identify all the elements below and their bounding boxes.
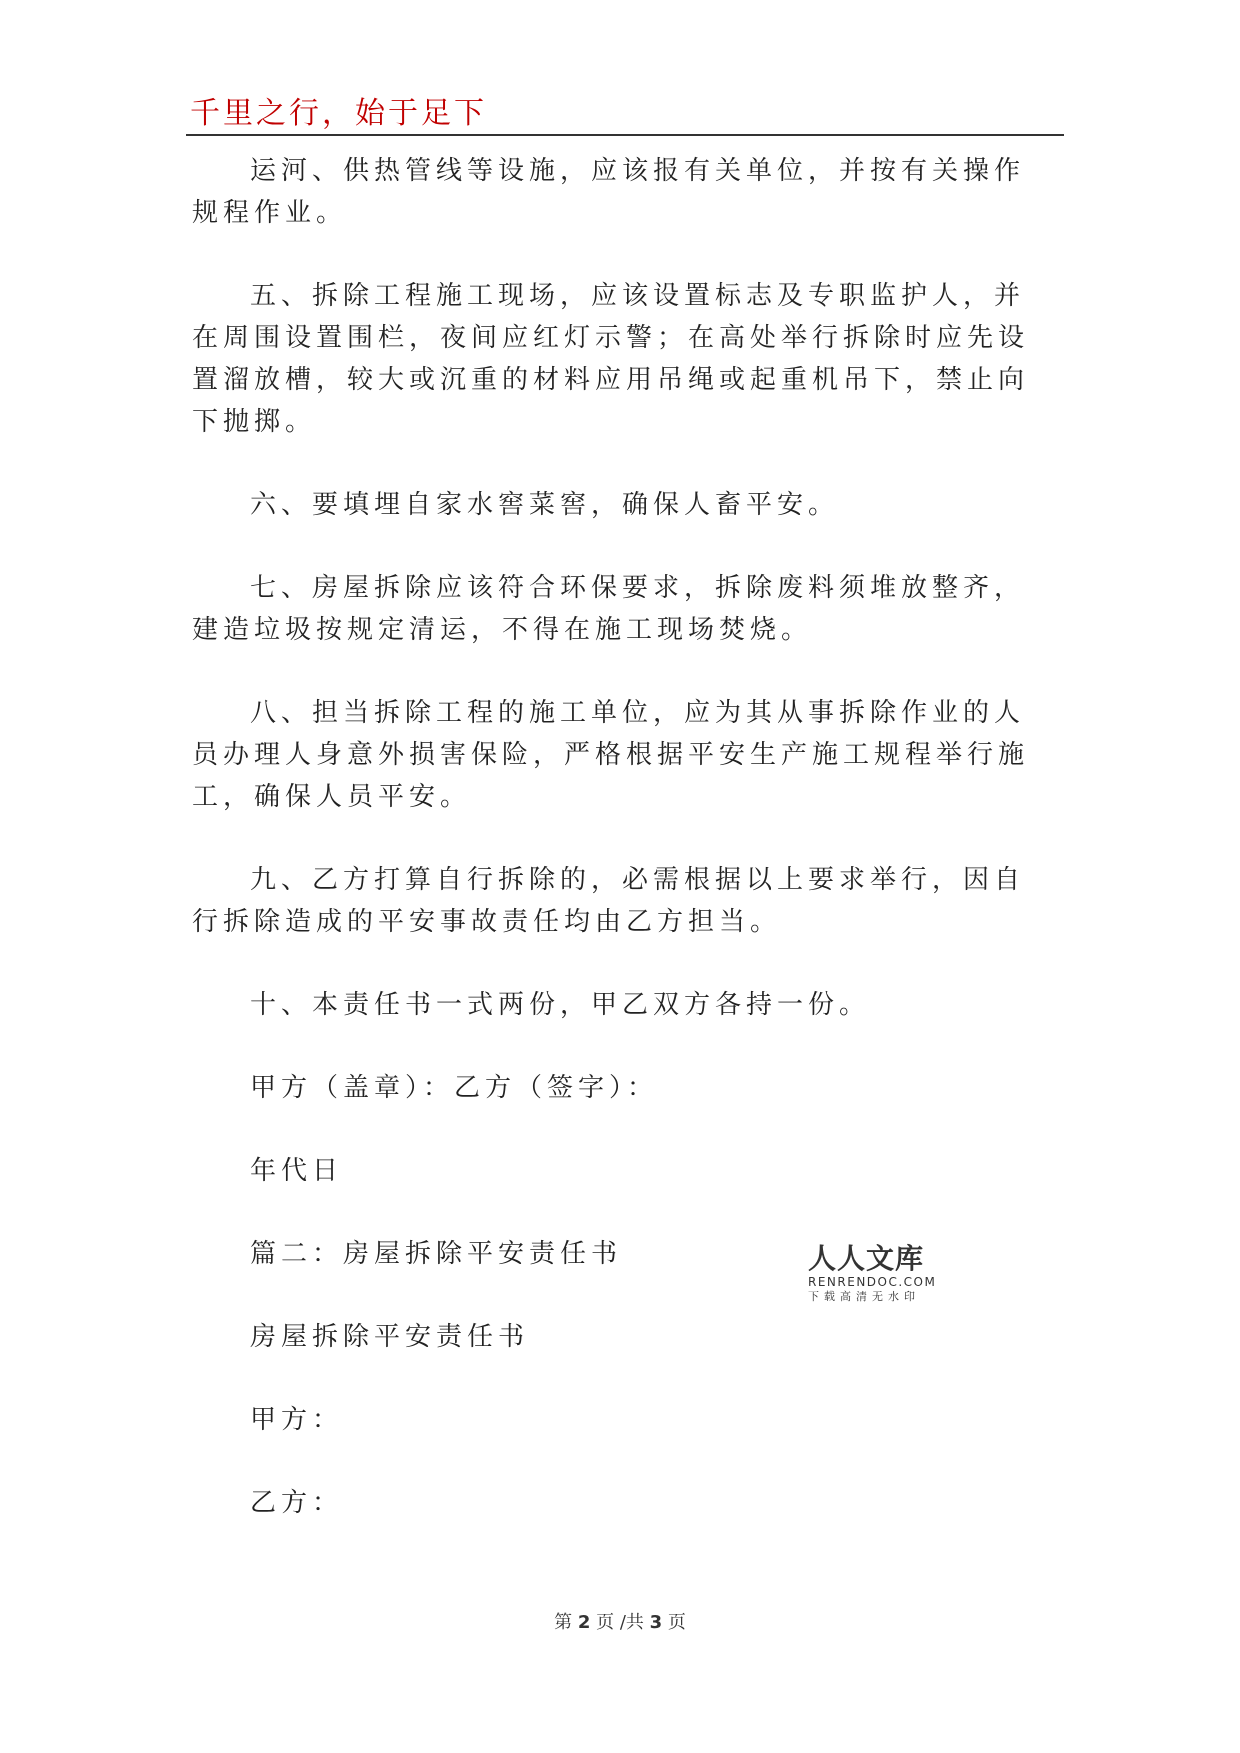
document-body bbox=[192, 150, 1038, 1565]
page-footer bbox=[0, 1608, 1240, 1634]
paragraph: 六、要填埋自家水窖菜窖，确保人畜平安。 bbox=[250, 490, 840, 520]
date-line: 年代日 bbox=[250, 1156, 344, 1186]
watermark-domain: RENRENDOC.COM bbox=[808, 1275, 937, 1289]
watermark-logo bbox=[808, 1243, 938, 1305]
paragraph: 十、本责任书一式两份，甲乙双方各持一份。 bbox=[250, 990, 871, 1020]
watermark-tagline: 下载高清无水印 bbox=[808, 1290, 920, 1303]
footer-suffix: 页 bbox=[667, 1612, 686, 1633]
footer-prefix: 第 bbox=[554, 1612, 573, 1633]
current-page-number: 2 bbox=[577, 1612, 591, 1633]
watermark-title: 人人文库 bbox=[808, 1242, 925, 1275]
total-pages-number: 3 bbox=[649, 1612, 663, 1633]
section-heading: 篇二：房屋拆除平安责任书 bbox=[250, 1239, 623, 1269]
paragraph: 五、拆除工程施工现场，应该设置标志及专职监护人，并在周围设置围栏，夜间应红灯示警；在高处举行拆除时应先设置溜放槽，较大或沉重的材料应用吊绳或起重机吊下，禁止向下抛掷。 bbox=[192, 281, 1030, 437]
document-title: 房屋拆除平安责任书 bbox=[250, 1322, 530, 1352]
footer-middle: 页 /共 bbox=[596, 1612, 644, 1633]
paragraph: 运河、供热管线等设施，应该报有关单位，并按有关操作规程作业。 bbox=[192, 156, 1026, 228]
header-motto: 千里之行，始于足下 bbox=[190, 96, 487, 131]
party-b-line: 乙方： bbox=[250, 1488, 344, 1518]
signature-line: 甲方（盖章）：乙方（签字）： bbox=[250, 1073, 659, 1103]
party-a-line: 甲方： bbox=[250, 1405, 344, 1435]
paragraph: 九、乙方打算自行拆除的，必需根据以上要求举行，因自行拆除造成的平安事故责任均由乙方担当。 bbox=[192, 865, 1026, 937]
paragraph: 八、担当拆除工程的施工单位，应为其从事拆除作业的人员办理人身意外损害保险，严格根据平安生产施工规程举行施工，确保人员平安。 bbox=[192, 698, 1030, 812]
header-divider bbox=[186, 134, 1064, 136]
paragraph: 七、房屋拆除应该符合环保要求，拆除废料须堆放整齐，建造垃圾按规定清运，不得在施工现场焚烧。 bbox=[192, 573, 1026, 645]
